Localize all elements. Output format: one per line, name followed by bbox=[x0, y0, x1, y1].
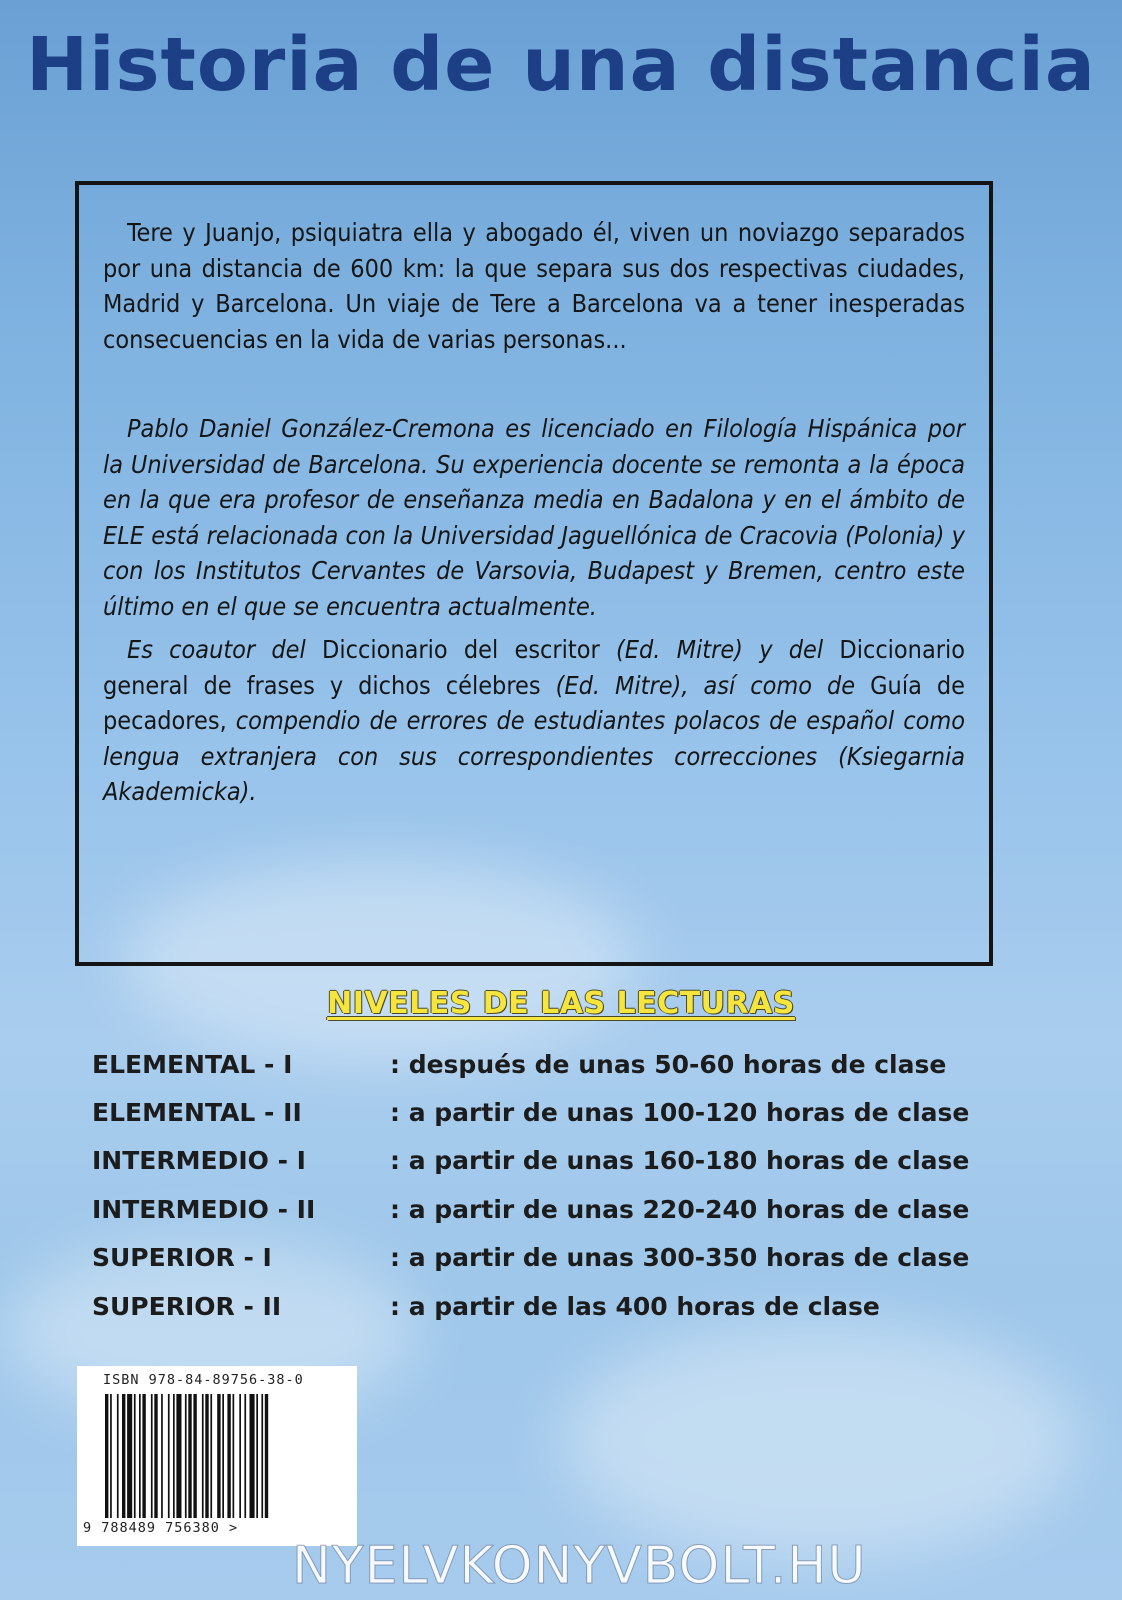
level-row bbox=[92, 1234, 1052, 1282]
level-description: : a partir de unas 160-180 horas de clase bbox=[390, 1146, 970, 1176]
works-text: (Ed. Mitre), así como de bbox=[540, 670, 871, 700]
level-name: INTERMEDIO - II bbox=[92, 1194, 316, 1224]
synopsis-paragraph: Tere y Juanjo, psiquiatra ella y abogado él, viven un noviazgo separados por una distancia de 600 km: la que separa sus dos respectivas ciudades, Madrid y Barcelona. Un viaje de Tere a Barcelona va a tener inesperadas consecuencias en la vida de varias personas... bbox=[103, 218, 965, 354]
works-text: Es coautor del bbox=[127, 635, 323, 664]
watermark: NYELVKONYVBOLT.HU bbox=[292, 1536, 867, 1596]
work-title: Diccionario general de frases y dichos célebres bbox=[103, 635, 965, 700]
level-description: : después de unas 50-60 horas de clase bbox=[390, 1049, 947, 1079]
works-text: compendio de errores de estudiantes polacos de español como lengua extranjera con sus correspondientes correcciones (Ksiegarnia Akademicka). bbox=[103, 706, 965, 806]
levels-list bbox=[92, 1040, 1052, 1330]
level-description: : a partir de unas 300-350 horas de clase bbox=[390, 1243, 970, 1273]
author-bio-paragraph: Pablo Daniel González-Cremona es licenciado en Filología Hispánica por la Universidad de Barcelona. Su experiencia docente se remonta a la época en la que era profesor de enseñanza media en Badalona y en el ámbito de ELE está relacionada con la Universidad Jaguellónica de Cracovia (Polonia) y con los Institutos Cervantes de Varsovia, Budapest y Bremen, centro este último en el que se encuentra actualmente. bbox=[103, 414, 965, 621]
level-row bbox=[92, 1040, 1052, 1088]
level-name: SUPERIOR - II bbox=[92, 1291, 282, 1321]
barcode-number: 9 788489 756380 > bbox=[83, 1520, 239, 1536]
barcode-icon bbox=[103, 1394, 339, 1518]
level-description: : a partir de unas 100-120 horas de clase bbox=[390, 1098, 970, 1128]
work-title: Diccionario del escritor bbox=[322, 635, 600, 664]
synopsis-box bbox=[75, 181, 993, 966]
level-description: : a partir de las 400 horas de clase bbox=[390, 1291, 880, 1321]
levels-heading: NIVELES DE LAS LECTURAS bbox=[327, 986, 795, 1021]
level-row bbox=[92, 1088, 1052, 1136]
works-text: (Ed. Mitre) y del bbox=[599, 635, 840, 664]
level-row bbox=[92, 1137, 1052, 1185]
level-name: SUPERIOR - I bbox=[92, 1243, 272, 1273]
author-works-paragraph bbox=[103, 632, 965, 810]
level-name: ELEMENTAL - I bbox=[92, 1049, 293, 1079]
level-name: INTERMEDIO - I bbox=[92, 1146, 306, 1176]
isbn-label: ISBN 978-84-89756-38-0 bbox=[103, 1372, 304, 1388]
background-cloud bbox=[560, 1320, 1080, 1560]
level-description: : a partir de unas 220-240 horas de clase bbox=[390, 1194, 970, 1224]
level-name: ELEMENTAL - II bbox=[92, 1098, 302, 1128]
level-row bbox=[92, 1282, 1052, 1330]
level-row bbox=[92, 1185, 1052, 1233]
isbn-barcode bbox=[77, 1366, 357, 1546]
book-title: Historia de una distancia bbox=[26, 22, 1096, 108]
work-title: Guía de pecadores, bbox=[103, 670, 965, 735]
